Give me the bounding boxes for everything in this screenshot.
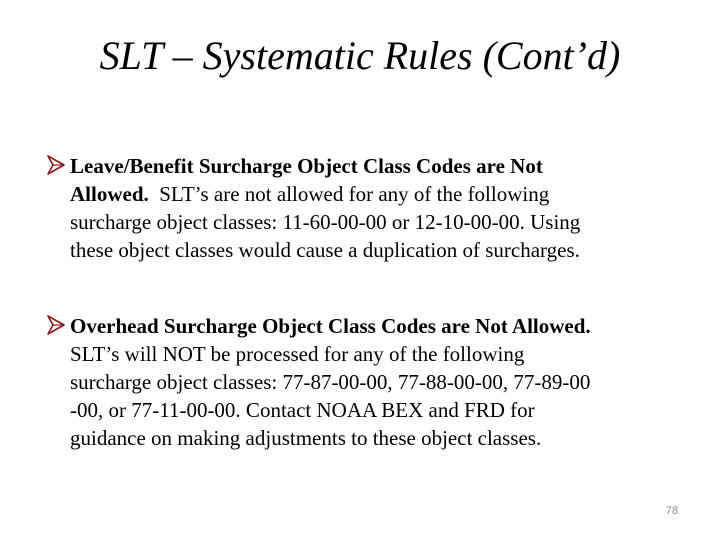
slide-title: SLT – Systematic Rules (Cont’d) <box>99 33 621 78</box>
bullet-body: -00, or 77-11-00-00. Contact NOAA BEX and FRD for <box>70 398 535 422</box>
bullet-heading: Overhead Surcharge Object Class Codes are Not Allowed. <box>70 314 591 338</box>
bullet-heading: Leave/Benefit Surcharge Object Class Codes are Not <box>70 154 543 178</box>
bullet-body: guidance on making adjustments to these object classes. <box>70 426 542 450</box>
bullet-text <box>70 152 687 264</box>
bullet-body: SLT’s will NOT be processed for any of the following <box>70 342 525 366</box>
arrow-bullet-icon <box>47 315 65 335</box>
bullet-text <box>70 312 687 452</box>
arrow-bullet-icon <box>47 155 65 175</box>
bullet-item-overhead <box>47 312 687 452</box>
bullet-heading-end: Allowed. <box>70 182 149 206</box>
bullet-item-leave-benefit <box>47 152 687 264</box>
bullet-body: surcharge object classes: 11-60-00-00 or 12-10-00-00. Using <box>70 210 581 234</box>
bullet-body: surcharge object classes: 77-87-00-00, 77-88-00-00, 77-89-00 <box>70 370 591 394</box>
page-number: 78 <box>665 505 678 517</box>
bullet-body: these object classes would cause a duplication of surcharges. <box>70 238 580 262</box>
bullet-line <box>70 180 687 208</box>
bullet-body: SLT’s are not allowed for any of the following <box>148 182 550 206</box>
